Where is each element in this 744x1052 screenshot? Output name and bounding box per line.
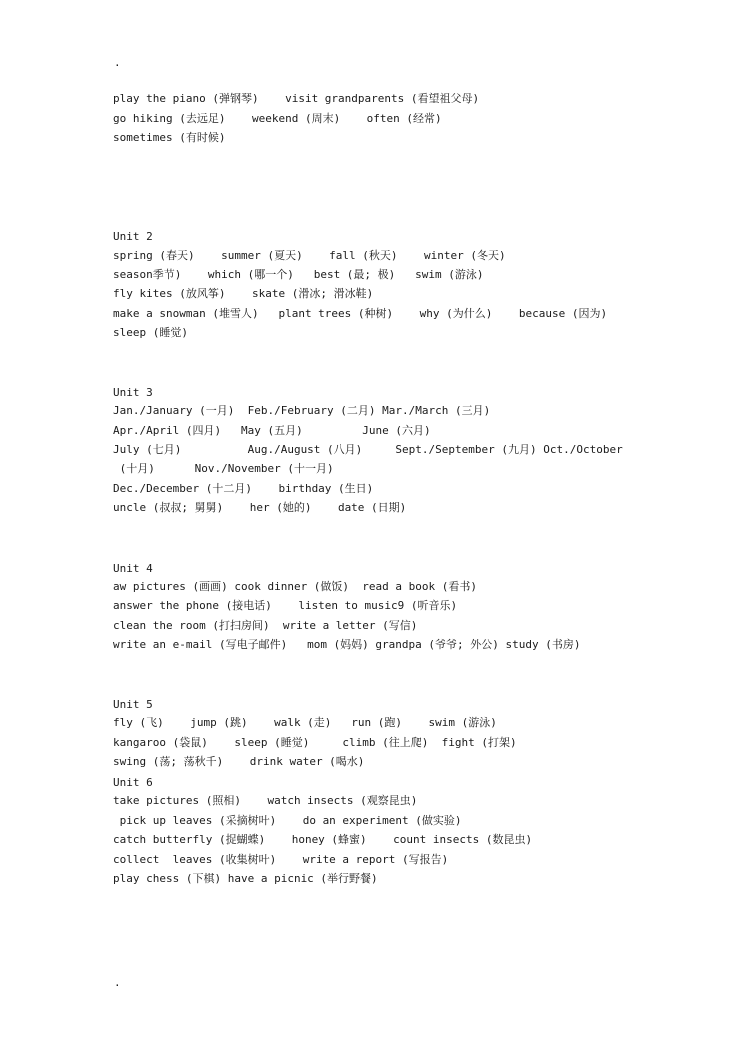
text-line: make a snowman (堆雪人) plant trees (种树) why (为什么) because (因为) — [113, 307, 608, 320]
text-line: sometimes (有时候) — [113, 131, 226, 144]
text-line: pick up leaves (采摘树叶) do an experiment (做实验) — [113, 814, 462, 827]
text-line: Dec./December (十二月) birthday (生日) — [113, 482, 374, 495]
text-line: Apr./April (四月) May (五月) June (六月) — [113, 424, 431, 437]
text-line: play the piano (弹钢琴) visit grandparents (看望祖父母) — [113, 92, 480, 105]
text-line: answer the phone (接电话) listen to music9 (听音乐) — [113, 599, 458, 612]
text-line: sleep (睡觉) — [113, 326, 188, 339]
text-line: clean the room (打扫房间) write a letter (写信) — [113, 619, 418, 632]
text-line: aw pictures (画画) cook dinner (做饭) read a book (看书) — [113, 580, 478, 593]
unit-heading: Unit 4 — [113, 562, 153, 575]
page-bottom-mark: . — [114, 976, 121, 989]
text-line: play chess (下棋) have a picnic (举行野餐) — [113, 872, 378, 885]
unit-heading: Unit 5 — [113, 698, 153, 711]
text-line: go hiking (去远足) weekend (周末) often (经常) — [113, 112, 442, 125]
text-line: Jan./January (一月) Feb./February (二月) Mar./March (三月) — [113, 404, 491, 417]
text-line: fly kites (放风筝) skate (滑冰; 滑冰鞋) — [113, 287, 374, 300]
unit-heading: Unit 3 — [113, 386, 153, 399]
text-line: swing (荡; 荡秋千) drink water (喝水) — [113, 755, 365, 768]
text-line: July (七月) Aug./August (八月) Sept./September (九月) Oct./October — [113, 443, 623, 456]
text-line: collect leaves (收集树叶) write a report (写报告) — [113, 853, 449, 866]
text-line: take pictures (照相) watch insects (观察昆虫) — [113, 794, 418, 807]
text-line: catch butterfly (捉蝴蝶) honey (蜂蜜) count insects (数昆虫) — [113, 833, 533, 846]
unit-heading: Unit 6 — [113, 776, 153, 789]
text-line: spring (春天) summer (夏天) fall (秋天) winter (冬天) — [113, 249, 506, 262]
text-line: kangaroo (袋鼠) sleep (睡觉) climb (往上爬) fight (打架) — [113, 736, 517, 749]
text-line: write an e-mail (写电子邮件) mom (妈妈) grandpa (爷爷; 外公) study (书房) — [113, 638, 581, 651]
text-line: fly (飞) jump (跳) walk (走) run (跑) swim (游泳) — [113, 716, 497, 729]
unit-heading: Unit 2 — [113, 230, 153, 243]
page-top-mark: . — [114, 56, 121, 69]
text-line: uncle (叔叔; 舅舅) her (她的) date (日期) — [113, 501, 407, 514]
text-line: (十月) Nov./November (十一月) — [113, 462, 334, 475]
text-line: season季节) which (哪一个) best (最; 极) swim (游泳) — [113, 268, 484, 281]
